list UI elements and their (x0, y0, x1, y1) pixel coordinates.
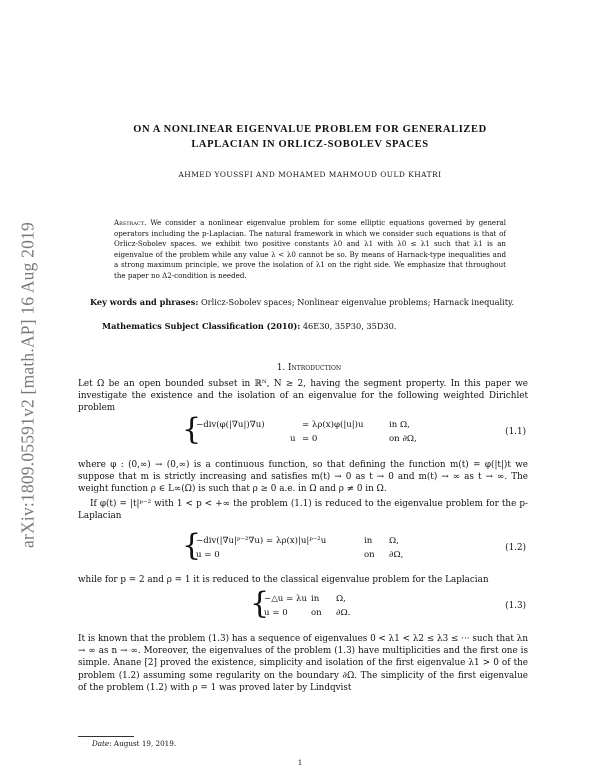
keywords-text: Orlicz-Sobolev spaces; Nonlinear eigenvalue problems; Harnack inequality. (200, 297, 515, 307)
footnote-value: : August 19, 2019. (109, 739, 177, 748)
eq1-cond-2: on ∂Ω, (389, 434, 417, 444)
paper-title (90, 122, 530, 152)
abstract-text: We consider a nonlinear eigenvalue problem for some elliptic equations governed by general operators including the p-Laplacian. The natural framework in which we consider such equations is that of Orlicz-Sobolev spaces. we exhibit two positive constants λ0 and λ1 with λ0 ≤ λ1 such that λ1 is an eigenvalue of the problem while any value λ < λ0 cannot be so. By means of Harnack-type inequalities and a strong maximum principle, we prove the isolation of λ1 on the right side. We emphasize that throughout the paper no Δ2-condition is needed. (114, 218, 506, 280)
eq3-lhs-1: −△u = λu (264, 594, 307, 604)
msc-classification (102, 321, 522, 331)
intro-paragraph-2: where φ : (0,∞) → (0,∞) is a continuous function, so that defining the function m(t) = φ(|t|)t we suppose that m is strictly increasing and satisfies m(t) → 0 as t → 0 and m(t) → ∞ as t → ∞. The weight function ρ ∈ L∞(Ω) is such that ρ ≥ 0 a.e. in Ω and ρ ≠ 0 in Ω. (78, 460, 528, 495)
eq3-number: (1.3) (505, 601, 526, 611)
eq3-cond-2: on (311, 608, 322, 618)
title-line-2: LAPLACIAN IN ORLICZ-SOBOLEV SPACES (191, 139, 429, 150)
intro-paragraph-3: If φ(t) = |t|ᵖ⁻² with 1 < p < +∞ the problem (1.1) is reduced to the eigenvalue problem for the p-Laplacian (78, 499, 528, 522)
section-title: Introduction (288, 363, 342, 373)
eq2-number: (1.2) (505, 543, 526, 553)
footnote-rule (78, 736, 134, 737)
eq1-cond-1: in Ω, (389, 420, 410, 430)
keywords-label: Key words and phrases: (90, 297, 199, 307)
eq3-lhs-2: u = 0 (264, 608, 288, 618)
authors: AHMED YOUSSFI AND MOHAMED MAHMOUD OULD KHATRI (178, 170, 442, 179)
section-heading (90, 363, 528, 373)
eq2-lhs-1: −div(|∇u|ᵖ⁻²∇u) = λρ(x)|u|ᵖ⁻²u (196, 536, 327, 546)
eq3-domain-1: Ω, (336, 594, 346, 604)
equation-1-2 (0, 528, 600, 566)
eq2-cond-1: in (364, 536, 373, 546)
left-brace: { (182, 528, 202, 563)
arxiv-identifier: arXiv:1809.05591v2 [math.AP] 16 Aug 2019 (17, 222, 38, 548)
keywords (90, 296, 528, 308)
intro-paragraph-1: Let Ω be an open bounded subset in ℝᴺ, N ≥ 2, having the segment property. In this paper we investigate the existence and the isolation of an eigenvalue for the following weighted Dirichlet problem (78, 379, 528, 414)
equation-1-1 (0, 412, 600, 450)
left-brace: { (250, 586, 270, 621)
eq2-domain-2: ∂Ω, (389, 550, 404, 560)
eq1-rhs-1: = λρ(x)φ(|u|)u (302, 420, 364, 430)
eq3-cond-1: in (311, 594, 320, 604)
abstract (114, 218, 506, 282)
footnote-label: Date (92, 739, 110, 748)
eq3-domain-2: ∂Ω. (336, 608, 351, 618)
page-number: 1 (297, 758, 303, 767)
arxiv-identifier-sidebar (8, 175, 48, 595)
title-line-1: ON A NONLINEAR EIGENVALUE PROBLEM FOR GENERALIZED (133, 124, 487, 135)
intro-paragraph-4: while for p = 2 and ρ = 1 it is reduced to the classical eigenvalue problem for the Laplacian (78, 575, 489, 585)
footnote-date (92, 739, 176, 748)
eq1-number: (1.1) (505, 427, 526, 437)
eq1-rhs-2: = 0 (302, 434, 318, 444)
left-brace: { (182, 412, 202, 447)
eq2-domain-1: Ω, (389, 536, 399, 546)
eq2-cond-2: on (364, 550, 375, 560)
eq1-lhs-1: −div(φ(|∇u|)∇u) (196, 420, 265, 430)
msc-codes: 46E30, 35P30, 35D30. (302, 321, 397, 331)
abstract-heading: Abstract. (114, 218, 147, 227)
section-number: 1. (276, 363, 286, 373)
eq1-lhs-2: u (290, 434, 296, 444)
msc-label: Mathematics Subject Classification (2010): (102, 321, 301, 331)
intro-paragraph-5: It is known that the problem (1.3) has a sequence of eigenvalues 0 < λ1 < λ2 ≤ λ3 ≤ ··· such that λn → ∞ as n → ∞. Moreover, the eigenvalues of the problem (1.3) have multiplicities and the first one is simple. Anane [2] proved the existence, simplicity and isolation of the first eigenvalue λ1 > 0 of the problem (1.2) assuming some regularity on the boundary ∂Ω. The simplicity of the first eigenvalue of the problem (1.2) with ρ = 1 was proved later by Lindqvist (78, 634, 528, 693)
eq2-lhs-2: u = 0 (196, 550, 220, 560)
equation-1-3 (0, 586, 600, 624)
